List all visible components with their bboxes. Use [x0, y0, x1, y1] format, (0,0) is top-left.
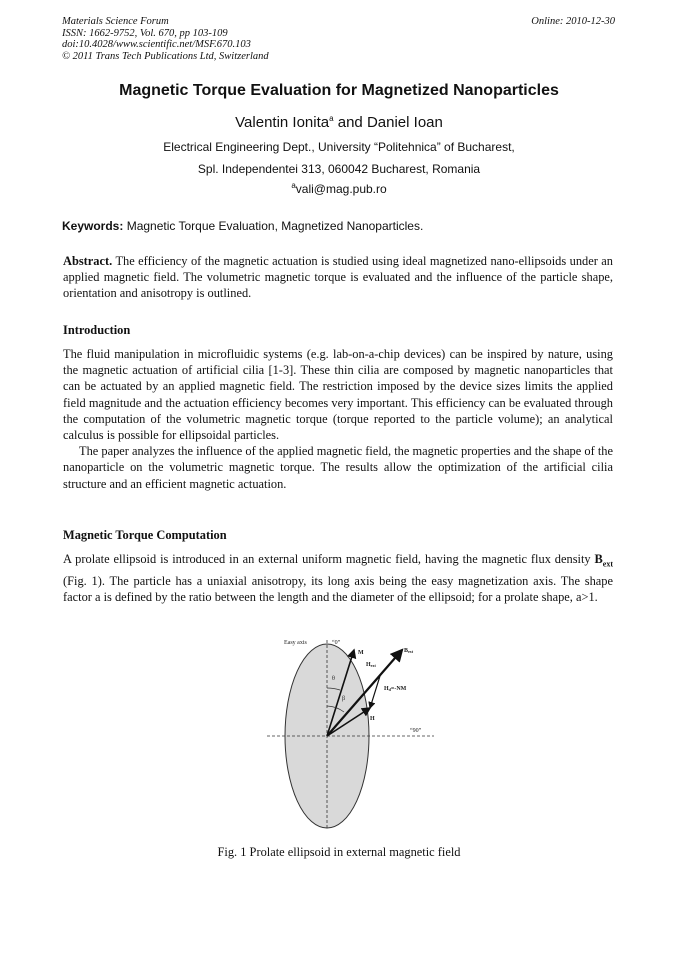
bext-symbol: B	[594, 552, 603, 566]
journal-name: Materials Science Forum	[62, 16, 169, 27]
doi-line: doi:10.4028/www.scientific.net/MSF.670.103	[62, 39, 251, 50]
introduction-heading: Introduction	[63, 323, 131, 337]
zero-label: “0”	[332, 640, 341, 646]
ninety-label: “90”	[410, 728, 422, 734]
abstract-label: Abstract.	[63, 254, 113, 268]
keywords-label: Keywords:	[62, 219, 124, 233]
bext-label: Bext	[404, 648, 414, 654]
m-label: M	[358, 650, 364, 656]
author-line	[0, 114, 678, 131]
abstract-text: The efficiency of the magnetic actuation is studied using ideal magnetized nano-ellipsoids under an applied magnetic field. The volumetric magnetic torque is evaluated and the influence of the particle shape, orientation and anisotropy is outlined.	[63, 254, 617, 301]
theta-label: θ	[332, 676, 335, 682]
journal-header	[62, 16, 269, 62]
keywords-text: Magnetic Torque Evaluation, Magnetized Nanoparticles.	[123, 219, 424, 233]
torque-paragraph-1	[63, 551, 617, 605]
email-sup: a	[291, 181, 296, 190]
figure-prolate-ellipsoid	[262, 628, 442, 833]
hd-label: Hd=-NM	[384, 686, 407, 692]
section-heading-torque: Magnetic Torque Computation	[63, 528, 227, 542]
h-label: H	[370, 716, 375, 722]
affiliation-line-2: Spl. Independentei 313, 060042 Bucharest, Romania	[197, 162, 481, 176]
figure-caption: Fig. 1 Prolate ellipsoid in external magnetic field	[217, 845, 461, 859]
beta-label: β	[342, 696, 346, 702]
email-address[interactable]: vali@mag.pub.ro	[295, 182, 387, 196]
issn-line: ISSN: 1662-9752, Vol. 670, pp 103-109	[62, 27, 228, 39]
abstract	[63, 253, 617, 302]
affiliation-line-1: Electrical Engineering Dept., University “Politehnica” of Bucharest,	[163, 140, 515, 154]
keywords	[62, 219, 622, 233]
torque-text-a: A prolate ellipsoid is introduced in an external uniform magnetic field, having the magnetic flux density	[63, 552, 595, 566]
paper-title: Magnetic Torque Evaluation for Magnetized Nanoparticles	[119, 82, 559, 99]
author-1: Valentin Ionita	[235, 114, 330, 131]
online-date: Online: 2010-12-30	[531, 16, 615, 27]
author-and: and	[333, 114, 367, 131]
hext-label: Hext	[366, 662, 376, 668]
torque-body	[63, 551, 617, 605]
author-2: Daniel Ioan	[366, 114, 443, 131]
author-1-sup: a	[329, 114, 334, 123]
bext-subscript: ext	[602, 559, 613, 569]
introduction-paragraph-2: The paper analyzes the influence of the applied magnetic field, the magnetic properties and the shape of the nanoparticle on the volumetric magnetic torque. The results allow the optimization of the artificial cilia structure and an efficient magnetic actuation.	[63, 444, 613, 491]
introduction-body	[63, 346, 613, 492]
torque-text-b: (Fig. 1). The particle has a uniaxial anisotropy, its long axis being the easy magnetization axis. The shape factor a is defined by the ratio between the length and the diameter of the ellipsoid; for a prolate shape, a>1.	[63, 552, 617, 604]
copyright-line: © 2011 Trans Tech Publications Ltd, Switzerland	[62, 50, 269, 62]
introduction-paragraph-1: The fluid manipulation in microfluidic systems (e.g. lab-on-a-chip devices) can be inspired by nature, using the magnetic actuation of artificial cilia [1-3]. These thin cilia are composed by magnetic nanoparticles that can be actuated by an applied magnetic field. The restriction imposed by the device sizes limits the applied field magnitude and the actuation efficiency becomes very important. This efficiency can be evaluated through the computation of the volumetric magnetic torque (torque reported to the particle volume); an analytical calculus is possible for ellipsoidal particles.	[63, 347, 613, 443]
email-line	[0, 181, 678, 196]
easy-axis-label: Easy axis	[284, 640, 307, 646]
